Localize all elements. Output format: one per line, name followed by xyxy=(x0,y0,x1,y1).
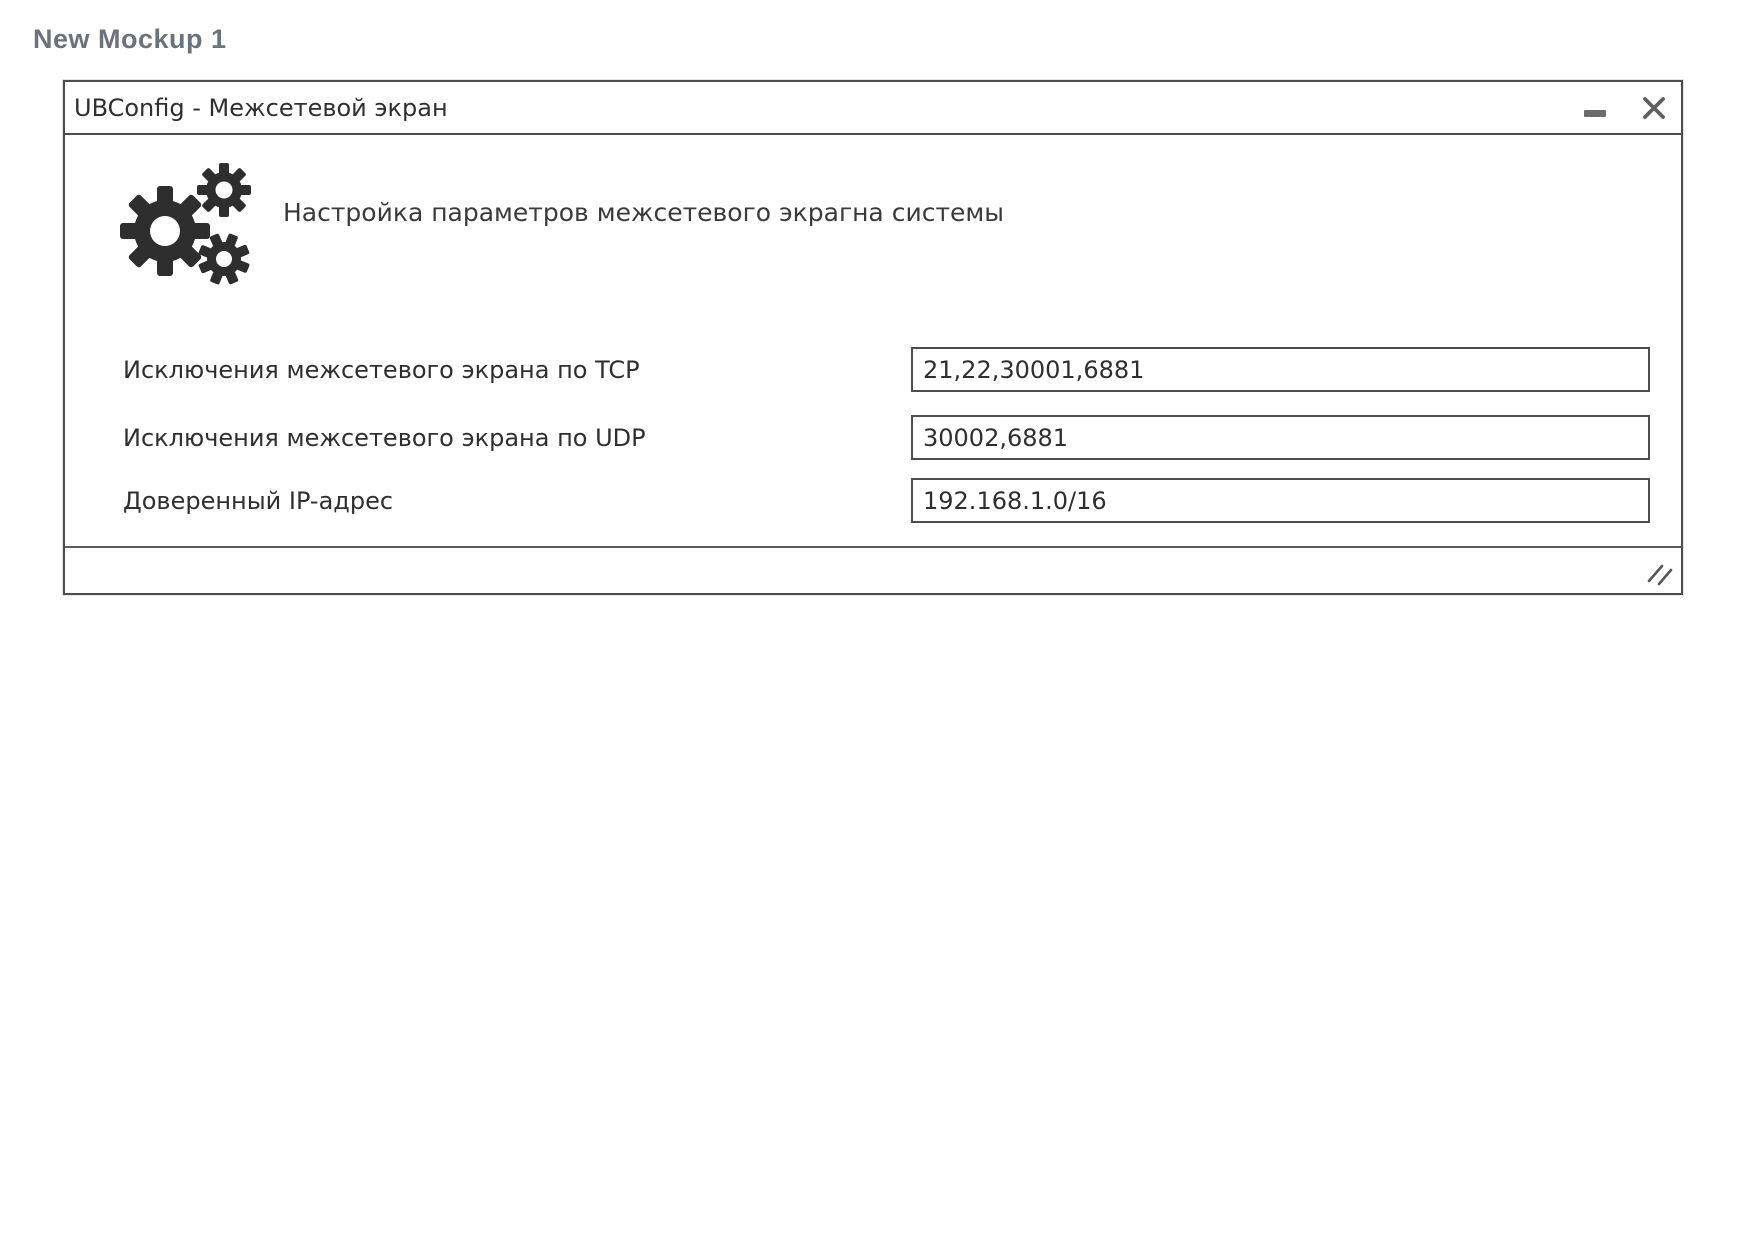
window-titlebar xyxy=(65,82,1681,135)
firewall-config-window xyxy=(63,80,1683,595)
window-controls xyxy=(1583,95,1667,121)
udp-exceptions-label: Исключения межсетевого экрана по UDP xyxy=(123,423,646,452)
close-icon[interactable] xyxy=(1641,95,1667,121)
resize-grip-icon[interactable] xyxy=(1646,560,1674,588)
form-row-udp xyxy=(65,415,1681,460)
settings-gears-icon xyxy=(117,153,259,291)
form-row-tcp xyxy=(65,347,1681,392)
status-bar xyxy=(65,546,1681,593)
udp-exceptions-input[interactable] xyxy=(911,415,1650,460)
form-row-trusted-ip xyxy=(65,478,1681,523)
tcp-exceptions-label: Исключения межсетевого экрана по TCP xyxy=(123,355,640,384)
trusted-ip-label: Доверенный IP-адрес xyxy=(123,486,394,515)
dialog-description: Настройка параметров межсетевого экрагна системы xyxy=(283,198,1004,227)
page-title: New Mockup 1 xyxy=(33,24,227,54)
window-title: UBConfig - Межсетевой экран xyxy=(74,93,448,122)
trusted-ip-input[interactable] xyxy=(911,478,1650,523)
tcp-exceptions-input[interactable] xyxy=(911,347,1650,392)
minimize-icon[interactable] xyxy=(1583,95,1607,121)
